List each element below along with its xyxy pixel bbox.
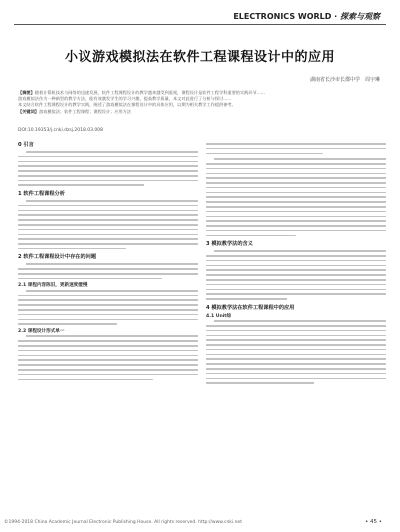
- page-number: • 45 •: [365, 519, 382, 525]
- header-separator: ·: [331, 12, 340, 21]
- column-name: 探索与观察: [340, 12, 380, 21]
- subsection-heading-4-1: 4.1 Unit综: [206, 313, 232, 319]
- text-block: [206, 320, 386, 384]
- abstract-text-1: 随着计算机技术与网络的迅速发展，软件工程课程设计的教学越来越受到重视，课程设计是软件工程学科重要的实践环节……: [34, 90, 266, 95]
- text-block: [18, 151, 198, 186]
- text-block: [18, 335, 198, 380]
- doi: DOI:10.19353/j.cnki.dzsj.2018.03.008: [18, 128, 104, 133]
- text-block: [206, 158, 386, 236]
- abstract-line-3: 本文结合软件工程课程设计的教学实践，阐述了游戏模拟法在课程设计中的具体应用，以期为相关教学工作提供参考。: [18, 102, 236, 108]
- text-block: [18, 200, 198, 249]
- article-title: 小议游戏模拟法在软件工程课程设计中的应用: [64, 50, 335, 65]
- text-block: [206, 143, 386, 154]
- keywords-label: 【关键词】: [18, 108, 39, 114]
- keywords-text: 游戏模拟法；软件工程课程；课程设计；应用方法: [38, 108, 132, 114]
- section-heading-3: 3 模拟教学法的含义: [206, 241, 253, 248]
- section-heading-1: 1 软件工程课程分析: [18, 191, 65, 198]
- section-heading-2: 2 软件工程课程设计中存在的问题: [18, 254, 97, 261]
- left-column: [18, 140, 198, 384]
- text-block: [206, 250, 386, 299]
- journal-name: ELECTRONICS WORLD: [233, 12, 332, 21]
- copyright-notice: ©1994-2018 China Academic Journal Electronic Publishing House. All rights reserved. http://www.cnki.net: [4, 520, 242, 525]
- article-author: 湖南省长沙市长郡中学 周宇琳: [309, 77, 380, 83]
- header-rule: [14, 24, 386, 25]
- abstract-label: 【摘要】: [18, 90, 35, 95]
- abstract-line-2: 游戏模拟法作为一种新型的教学方法，能有效激发学生的学习兴趣，提高教学质量，本文对此进行了分析与探讨……: [18, 96, 232, 102]
- keywords-line: [18, 109, 382, 115]
- right-column: [206, 140, 386, 388]
- text-block: [18, 263, 198, 279]
- abstract-block: [18, 90, 382, 115]
- page-footer: [0, 516, 400, 532]
- page-header: [0, 0, 400, 30]
- section-heading-0: 0 引言: [18, 142, 34, 148]
- subsection-heading-2-1: 2.1 课程内容陈旧，更新速度缓慢: [18, 283, 88, 289]
- journal-header: [233, 11, 380, 22]
- subsection-heading-2-2: 2.2 课程设计形式单一: [18, 328, 65, 334]
- text-block: [18, 290, 198, 325]
- section-heading-4: 4 模拟教学法在软件工程课程中的应用: [206, 304, 295, 311]
